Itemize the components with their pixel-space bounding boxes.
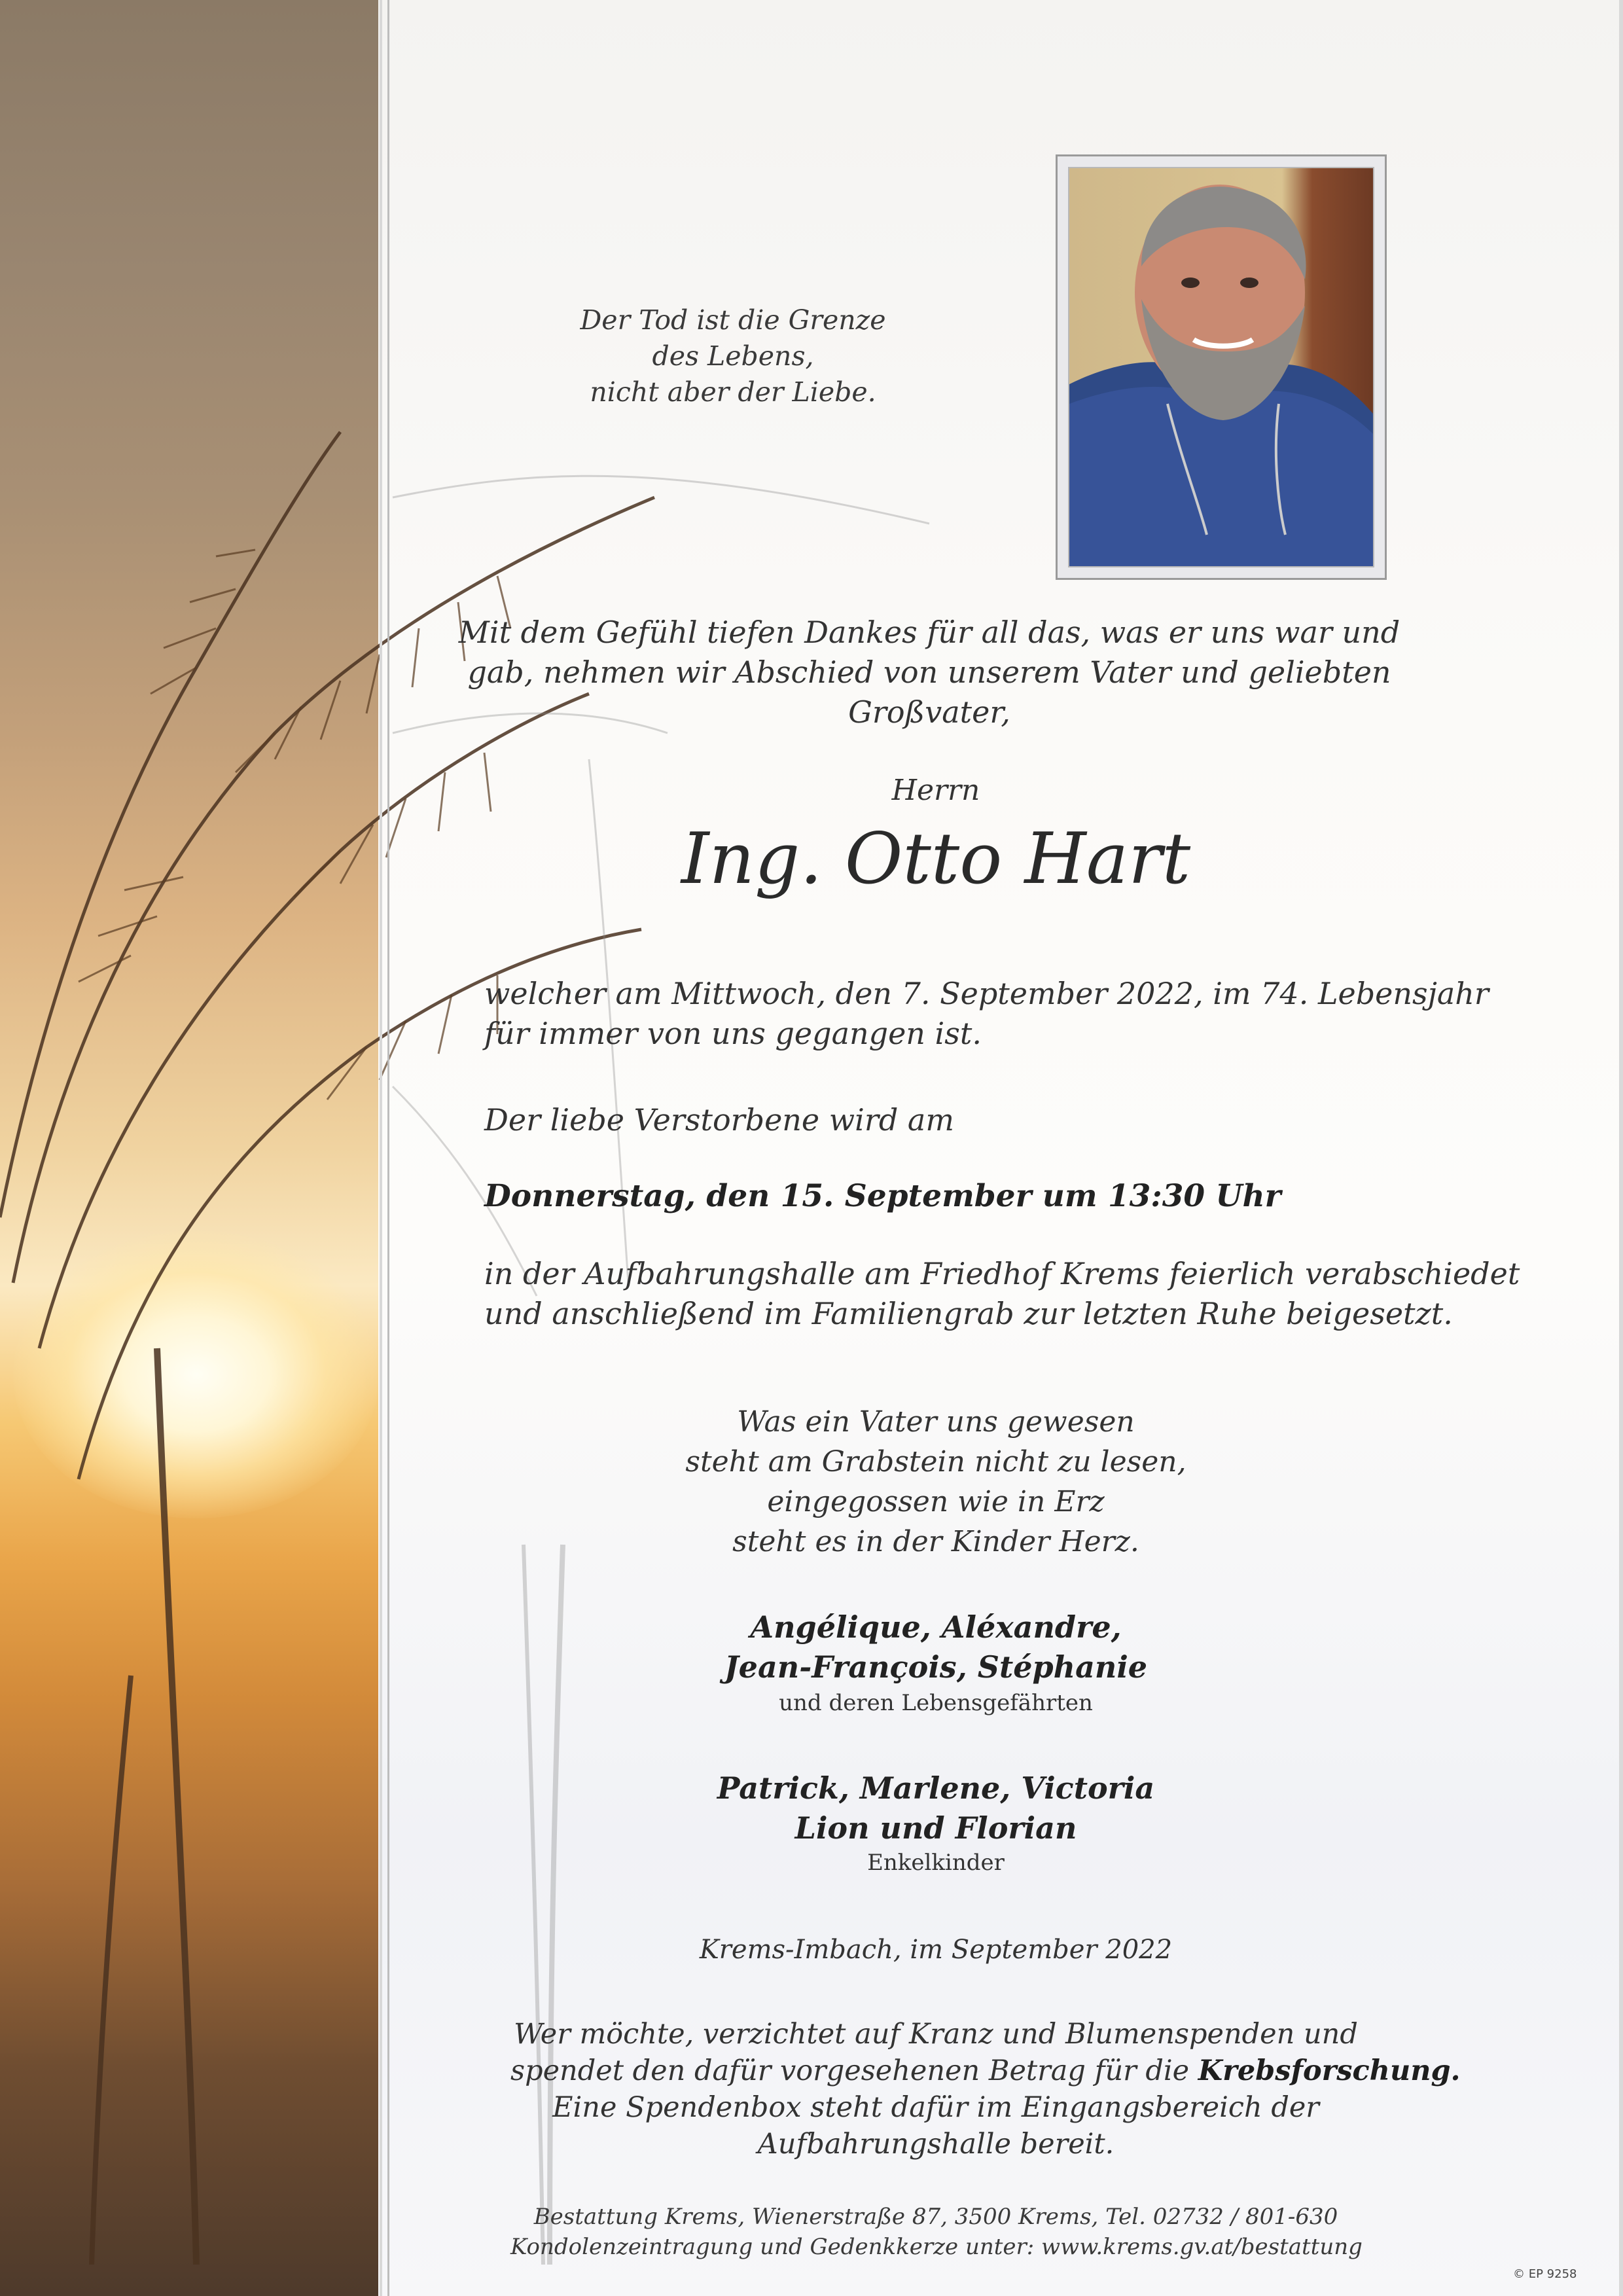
grandchildren-names-line: Lion und Florian	[794, 1810, 1077, 1846]
farewell-intro: Der liebe Verstorbene wird am	[484, 1102, 954, 1138]
ceremony-place	[484, 1254, 1520, 1334]
intro-line: Großvater,	[848, 694, 1010, 730]
quote-line: steht am Grabstein nicht zu lesen,	[685, 1445, 1186, 1479]
grandchildren-subtitle: Enkelkinder	[867, 1850, 1005, 1876]
place-date: Krems-Imbach, im September 2022	[699, 1935, 1173, 1965]
divider-line-outer	[380, 0, 382, 2296]
undertaker-footer	[510, 2202, 1361, 2262]
intro-line: gab, nehmen wir Abschied von unserem Vater und geliebten	[467, 655, 1391, 690]
death-notice-line: für immer von uns gegangen ist.	[484, 1016, 982, 1051]
quote-line: des Lebens,	[652, 340, 814, 372]
donation-line	[510, 2053, 1461, 2089]
page-edge	[1619, 0, 1623, 2296]
ceremony-place-line: in der Aufbahrungshalle am Friedhof Krems feierlich verabschiedet	[484, 1256, 1520, 1291]
grandchildren-names	[609, 1768, 1263, 1848]
divider-line-inner	[387, 0, 389, 2296]
donation-text: spendet den dafür vorgesehenen Betrag für die	[510, 2054, 1190, 2087]
children-subtitle: und deren Lebensgefährten	[779, 1690, 1093, 1716]
quote-line: Der Tod ist die Grenze	[580, 304, 886, 336]
donation-notice	[510, 2016, 1461, 2162]
donation-cause: Krebsforschung.	[1198, 2054, 1461, 2087]
salutation: Herrn	[891, 774, 980, 807]
quote-line: eingegossen wie in Erz	[767, 1485, 1105, 1518]
quote-line: steht es in der Kinder Herz.	[732, 1525, 1139, 1558]
ceremony-place-line: und anschließend im Familiengrab zur letzten Ruhe beigesetzt.	[484, 1296, 1453, 1331]
quote-line: Was ein Vater uns gewesen	[737, 1405, 1135, 1439]
children-names	[609, 1607, 1263, 1687]
portrait-frame	[1056, 154, 1387, 580]
intro-line: Mit dem Gefühl tiefen Dankes für all das, was er uns war und	[458, 615, 1400, 650]
intro-text	[458, 613, 1400, 732]
grandchildren-names-line: Patrick, Marlene, Victoria	[717, 1770, 1155, 1806]
children-names-line: Angélique, Aléxandre,	[750, 1609, 1122, 1645]
portrait-photo	[1068, 167, 1374, 567]
donation-line: Aufbahrungshalle bereit.	[757, 2128, 1115, 2161]
donation-line: Eine Spendenbox steht dafür im Eingangsbereich der	[552, 2091, 1319, 2124]
closing-quote	[609, 1402, 1263, 1562]
undertaker-address: Bestattung Krems, Wienerstraße 87, 3500 Krems, Tel. 02732 / 801-630	[533, 2204, 1338, 2230]
ceremony-date: Donnerstag, den 15. September um 13:30 Uhr	[484, 1178, 1281, 1214]
opening-quote	[537, 302, 929, 410]
death-notice-line: welcher am Mittwoch, den 7. September 2022, im 74. Lebensjahr	[484, 976, 1489, 1011]
print-code: © EP 9258	[1513, 2267, 1577, 2281]
quote-line: nicht aber der Liebe.	[590, 376, 876, 408]
death-notice	[484, 974, 1489, 1054]
deceased-name: Ing. Otto Hart	[681, 818, 1191, 900]
donation-line: Wer möchte, verzichtet auf Kranz und Blumenspenden und	[514, 2018, 1358, 2051]
condolence-link: Kondolenzeintragung und Gedenkkerze unter: www.krems.gv.at/bestattung	[510, 2234, 1363, 2260]
children-names-line: Jean-François, Stéphanie	[724, 1649, 1148, 1685]
